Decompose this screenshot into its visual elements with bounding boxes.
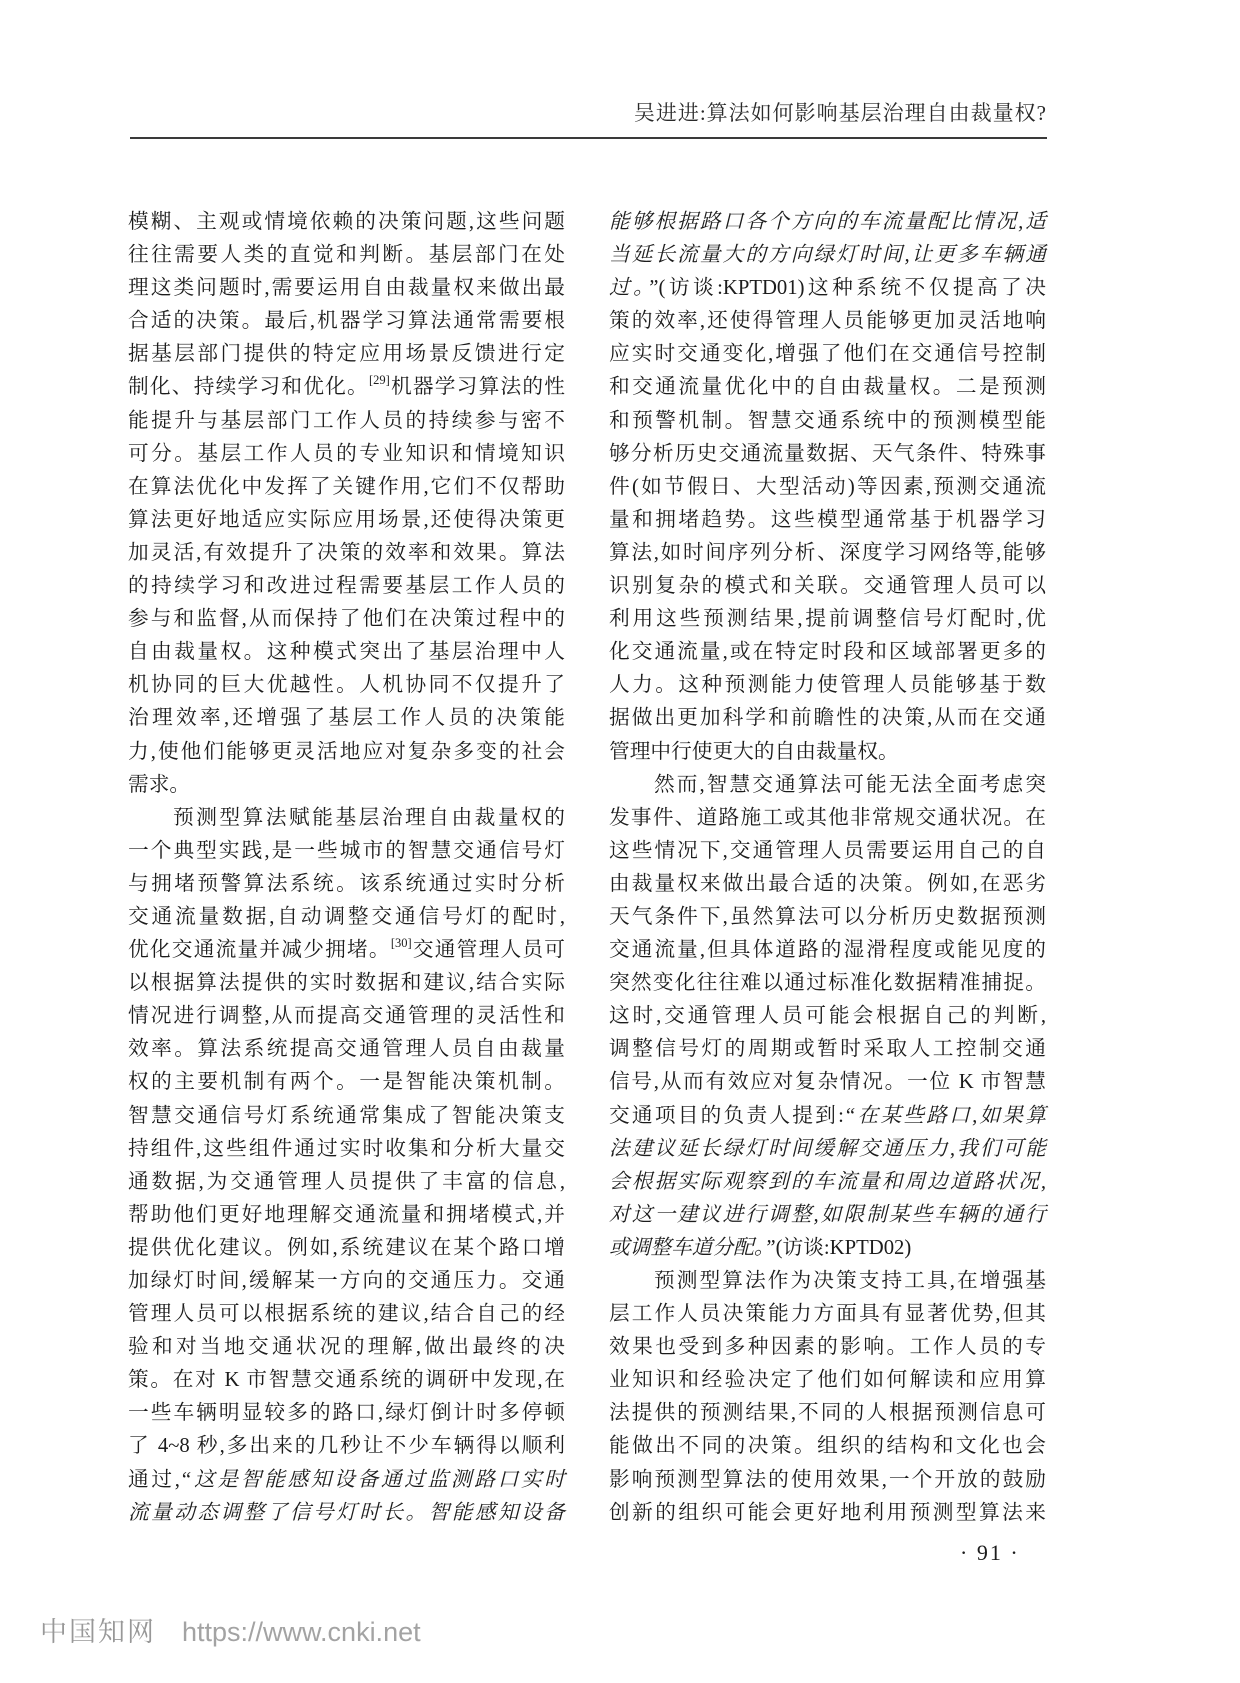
- text-line: [128, 1397, 565, 1430]
- text-line: [609, 934, 1046, 967]
- quoted-text: 过。”: [609, 277, 659, 300]
- body-text: 创新的组织可能会更好地利用预测型算法来: [609, 1501, 1046, 1524]
- text-line: [609, 967, 1046, 1000]
- quoted-text: “在某些路口,如果算: [843, 1104, 1046, 1127]
- text-line: [609, 1464, 1046, 1497]
- body-text: 通数据,为交通管理人员提供了丰富的信息,: [128, 1170, 565, 1193]
- body-text: 加绿灯时间,缓解某一方向的交通压力。交通: [128, 1270, 565, 1292]
- text-line: [609, 1331, 1046, 1364]
- body-text: 据基层部门提供的特定应用场景反馈进行定: [128, 343, 565, 366]
- text-line: [128, 603, 565, 636]
- text-line: [128, 702, 565, 735]
- text-line: [128, 1364, 565, 1397]
- body-text: 调整信号灯的周期或暂时采取人工控制交通: [609, 1038, 1046, 1061]
- body-text: 影响预测型算法的使用效果,一个开放的鼓励: [609, 1468, 1046, 1491]
- body-text: 据做出更加科学和前瞻性的决策,从而在交通: [609, 707, 1046, 730]
- text-line: [609, 736, 1046, 769]
- text-line: [609, 636, 1046, 669]
- body-text: 管理人员可以根据系统的建议,结合自己的经: [128, 1303, 565, 1326]
- body-text: 机协同的巨大优越性。人机协同不仅提升了: [128, 674, 565, 697]
- text-line: [128, 206, 565, 239]
- text-line: [128, 239, 565, 272]
- footnote-reference: [29]: [368, 373, 390, 388]
- text-line: [128, 901, 565, 934]
- text-line: [609, 802, 1046, 835]
- text-line: [128, 835, 565, 868]
- body-text: 预测型算法赋能基层治理自由裁量权的: [173, 806, 565, 829]
- text-line: [128, 967, 565, 1000]
- body-text: 信号,从而有效应对复杂情况。一位 K 市智慧: [609, 1071, 1046, 1094]
- text-line: [128, 636, 565, 669]
- text-line: [609, 537, 1046, 570]
- text-line: [609, 901, 1046, 934]
- text-line: [128, 1033, 565, 1066]
- text-line: [128, 736, 565, 769]
- text-line: [128, 570, 565, 603]
- body-text: 以根据算法提供的实时数据和建议,结合实际: [128, 972, 565, 995]
- text-line: [609, 1166, 1046, 1199]
- text-line: [128, 471, 565, 504]
- running-title: 吴进进:算法如何影响基层治理自由裁量权?: [633, 101, 1047, 125]
- body-text: 力,使他们能够更灵活地应对复杂多变的社会: [128, 740, 565, 763]
- text-line: [128, 338, 565, 371]
- body-text: 理这类问题时,需要运用自由裁量权来做出最: [128, 277, 565, 300]
- text-line: [609, 769, 1046, 802]
- body-text: 参与和监督,从而保持了他们在决策过程中的: [128, 608, 565, 631]
- text-line: [609, 702, 1046, 735]
- body-text: 这时,交通管理人员可能会根据自己的判断,: [609, 1005, 1046, 1028]
- body-text: 效率。算法系统提高交通管理人员自由裁量: [128, 1038, 565, 1061]
- text-line: [128, 371, 565, 404]
- body-text: 业知识和经验决定了他们如何解读和应用算: [609, 1369, 1046, 1392]
- quoted-text: 当延长流量大的方向绿灯时间,让更多车辆通: [609, 244, 1046, 267]
- text-line: [128, 1497, 565, 1530]
- quoted-text: 流量动态调整了信号灯时长。智能感知设备: [128, 1501, 565, 1524]
- body-text: 交通管理人员可: [411, 939, 565, 962]
- body-text: 策。在对 K 市智慧交通系统的调研中发现,在: [128, 1369, 565, 1392]
- body-text: 管理中行使更大的自由裁量权。: [609, 740, 899, 763]
- body-text: 情况进行调整,从而提高交通管理的灵活性和: [128, 1005, 565, 1028]
- text-line: [128, 1133, 565, 1166]
- body-text: 交通项目的负责人提到:: [609, 1104, 844, 1127]
- body-text: 与拥堵预警算法系统。该系统通过实时分析: [128, 872, 565, 895]
- page-number: · 91 ·: [960, 1540, 1020, 1565]
- quoted-text: 对这一建议进行调整,如限制某些车辆的通行: [609, 1203, 1046, 1226]
- text-line: [609, 1199, 1046, 1232]
- body-text: 人力。这种预测能力使管理人员能够基于数: [609, 674, 1046, 697]
- text-line: [128, 1100, 565, 1133]
- footer-watermark: [40, 1610, 421, 1649]
- body-text: 能提升与基层部门工作人员的持续参与密不: [128, 409, 565, 432]
- text-column-left: [128, 206, 565, 1530]
- text-line: [609, 305, 1046, 338]
- body-text: 验和对当地交通状况的理解,做出最终的决: [128, 1336, 565, 1359]
- body-text: (访谈:KPTD01)这种系统不仅提高了决: [658, 277, 1046, 300]
- body-text: 提供优化建议。例如,系统建议在某个路口增: [128, 1236, 565, 1259]
- body-text: 机器学习算法的性: [389, 376, 565, 399]
- body-text: 模糊、主观或情境依赖的决策问题,这些问题: [128, 211, 565, 233]
- text-line: [128, 504, 565, 537]
- body-text: 帮助他们更好地理解交通流量和拥堵模式,并: [128, 1203, 565, 1226]
- body-text: 了 4~8 秒,多出来的几秒让不少车辆得以顺利: [128, 1435, 565, 1458]
- body-text: 加灵活,有效提升了决策的效率和效果。算法: [128, 541, 565, 564]
- text-line: [609, 1133, 1046, 1166]
- text-line: [128, 1265, 565, 1298]
- quoted-text: 能够根据路口各个方向的车流量配比情况,适: [609, 211, 1046, 233]
- text-line: [128, 669, 565, 702]
- quoted-text: “这是智能感知设备通过监测路口实时: [179, 1468, 565, 1491]
- body-text: (访谈:KPTD02): [775, 1236, 912, 1259]
- body-text: 往往需要人类的直觉和判断。基层部门在处: [128, 244, 565, 267]
- body-text: 预测型算法作为决策支持工具,在增强基: [654, 1270, 1046, 1292]
- text-line: [128, 1000, 565, 1033]
- body-text: 持组件,这些组件通过实时收集和分析大量交: [128, 1137, 565, 1160]
- text-line: [609, 1397, 1046, 1430]
- body-text: 可分。基层工作人员的专业知识和情境知识: [128, 442, 565, 465]
- text-line: [128, 934, 565, 967]
- body-text: 权的主要机制有两个。一是智能决策机制。: [128, 1071, 565, 1094]
- body-text: 一个典型实践,是一些城市的智慧交通信号灯: [128, 839, 565, 862]
- body-text: 化交通流量,或在特定时段和区域部署更多的: [609, 641, 1046, 664]
- body-text: 法提供的预测结果,不同的人根据预测信息可: [609, 1402, 1046, 1425]
- quoted-text: 法建议延长绿灯时间缓解交通压力,我们可能: [609, 1137, 1046, 1160]
- text-line: [609, 1430, 1046, 1463]
- body-text: 够分析历史交通流量数据、天气条件、特殊事: [609, 442, 1046, 465]
- body-text: 策的效率,还使得管理人员能够更加灵活地响: [609, 310, 1046, 333]
- text-line: [609, 438, 1046, 471]
- body-text: 算法更好地适应实际应用场景,还使得决策更: [128, 508, 565, 531]
- text-line: [609, 206, 1046, 239]
- body-text: 智慧交通信号灯系统通常集成了智能决策支: [128, 1104, 565, 1127]
- text-line: [128, 1430, 565, 1463]
- text-line: [128, 1066, 565, 1099]
- body-text: 治理效率,还增强了基层工作人员的决策能: [128, 707, 565, 730]
- cnki-url: https://www.cnki.net: [182, 1617, 421, 1647]
- text-line: [609, 239, 1046, 272]
- text-line: [609, 835, 1046, 868]
- text-line: [128, 769, 565, 802]
- text-line: [609, 405, 1046, 438]
- body-text: 通过,: [128, 1468, 180, 1491]
- text-line: [609, 669, 1046, 702]
- text-line: [128, 1166, 565, 1199]
- text-line: [128, 802, 565, 835]
- text-line: [609, 1497, 1046, 1530]
- body-text: 优化交通流量并减少拥堵。: [128, 939, 391, 962]
- body-text: 交通流量,但具体道路的湿滑程度或能见度的: [609, 939, 1046, 962]
- text-line: [128, 305, 565, 338]
- text-line: [609, 1000, 1046, 1033]
- body-text: 识别复杂的模式和关联。交通管理人员可以: [609, 575, 1046, 598]
- text-line: [609, 570, 1046, 603]
- body-text: 件(如节假日、大型活动)等因素,预测交通流: [609, 475, 1046, 498]
- text-line: [128, 537, 565, 570]
- body-text: 和交通流量优化中的自由裁量权。二是预测: [609, 376, 1046, 399]
- text-line: [128, 1331, 565, 1364]
- body-text: 制化、持续学习和优化。: [128, 376, 369, 399]
- text-line: [609, 371, 1046, 404]
- body-text: 能做出不同的决策。组织的结构和文化也会: [609, 1435, 1046, 1458]
- body-text: 由裁量权来做出最合适的决策。例如,在恶劣: [609, 872, 1046, 895]
- body-text: 在算法优化中发挥了关键作用,它们不仅帮助: [128, 475, 565, 498]
- text-line: [609, 338, 1046, 371]
- body-text: 量和拥堵趋势。这些模型通常基于机器学习: [609, 508, 1046, 531]
- body-text: 和预警机制。智慧交通系统中的预测模型能: [609, 409, 1046, 432]
- body-text: 天气条件下,虽然算法可以分析历史数据预测: [609, 905, 1046, 928]
- text-line: [609, 1265, 1046, 1298]
- body-text: 的持续学习和改进过程需要基层工作人员的: [128, 575, 565, 598]
- body-text: 这些情况下,交通管理人员需要运用自己的自: [609, 839, 1046, 862]
- cnki-brand-logo: 中国知网: [40, 1617, 156, 1647]
- text-line: [128, 438, 565, 471]
- body-text: 需求。: [128, 773, 191, 796]
- text-line: [128, 272, 565, 305]
- text-line: [128, 1298, 565, 1331]
- body-text: 应实时交通变化,增强了他们在交通信号控制: [609, 343, 1046, 366]
- text-line: [609, 1364, 1046, 1397]
- text-line: [609, 868, 1046, 901]
- text-line: [128, 1232, 565, 1265]
- body-text: 层工作人员决策能力方面具有显著优势,但其: [609, 1303, 1046, 1326]
- header-rule: [130, 137, 1047, 139]
- text-line: [609, 603, 1046, 636]
- text-line: [609, 471, 1046, 504]
- body-text: 交通流量数据,自动调整交通信号灯的配时,: [128, 905, 565, 928]
- text-line: [128, 1464, 565, 1497]
- text-line: [128, 1199, 565, 1232]
- body-text: 然而,智慧交通算法可能无法全面考虑突: [654, 773, 1046, 796]
- text-line: [609, 1232, 1046, 1265]
- text-line: [609, 1100, 1046, 1133]
- body-text: 利用这些预测结果,提前调整信号灯配时,优: [609, 608, 1046, 631]
- body-text: 发事件、道路施工或其他非常规交通状况。在: [609, 806, 1046, 829]
- body-text: 合适的决策。最后,机器学习算法通常需要根: [128, 310, 565, 333]
- body-text: 一些车辆明显较多的路口,绿灯倒计时多停顿: [128, 1402, 565, 1425]
- body-text: 算法,如时间序列分析、深度学习网络等,能够: [609, 541, 1046, 564]
- text-line: [128, 405, 565, 438]
- body-text: 效果也受到多种因素的影响。工作人员的专: [609, 1336, 1046, 1359]
- text-line: [609, 1066, 1046, 1099]
- text-column-right: [609, 206, 1046, 1530]
- body-text: 自由裁量权。这种模式突出了基层治理中人: [128, 641, 565, 664]
- text-line: [128, 868, 565, 901]
- quoted-text: 会根据实际观察到的车流量和周边道路状况,: [609, 1170, 1046, 1193]
- text-line: [609, 272, 1046, 305]
- text-line: [609, 504, 1046, 537]
- text-line: [609, 1033, 1046, 1066]
- text-line: [609, 1298, 1046, 1331]
- body-text: 突然变化往往难以通过标准化数据精准捕捉。: [609, 972, 1046, 995]
- footnote-reference: [30]: [390, 936, 412, 951]
- quoted-text: 或调整车道分配。”: [609, 1236, 776, 1259]
